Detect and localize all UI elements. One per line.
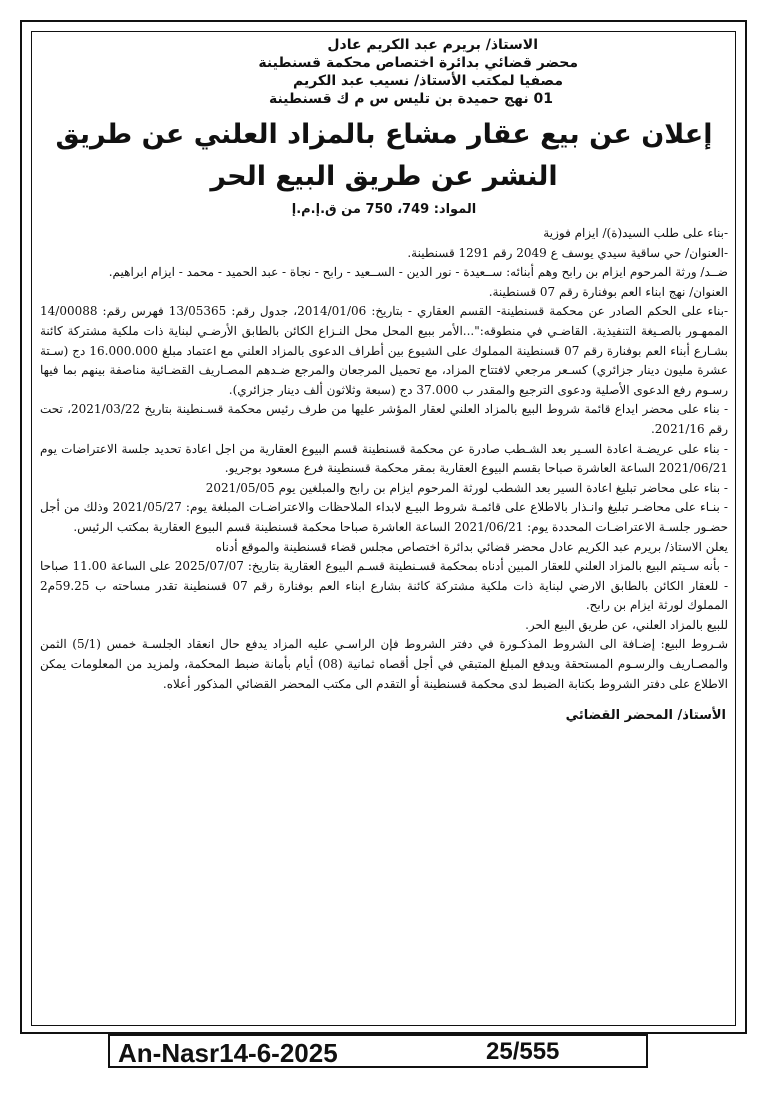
announcement-title: إعلان عن بيع عقار مشاع بالمزاد العلني عن طريق النشر عن طريق البيع الحر: [55, 119, 713, 192]
paragraph: -العنوان/ حي ساقية سيدي يوسف ع 2049 رقم 1291 قسنطينة.: [407, 245, 728, 260]
announcement-number: 25/555: [486, 1038, 560, 1065]
paragraph: - بناء على عريضـة اعادة السـير بعد الشـطب صادرة عن محكمة قسنطينة قسم البيوع العقارية من اجل اعادة تحديد جلسة الاعتراضات يوم 2021/06/21 الساعة العاشرة صباحا بقسم البيوع العقارية بمقر محكمة قسنطينة فرع مسعود بوجريو.: [40, 441, 728, 476]
paragraph: - بناء على محضر ايداع قائمة شروط البيع بالمزاد العلني لعقار المؤشر عليها من طرف رئيس محكمة قسـنطينة بتاريخ 2021/03/22، تحت رقم 2021/16.: [40, 402, 728, 436]
publication-footer: [108, 1034, 648, 1068]
signature: الأستاذ/ المحضر القضائي: [565, 708, 726, 724]
legal-articles: المواد: 749، 750 من ق.إ.م.إ: [291, 202, 477, 217]
announcement: [40, 36, 728, 723]
bailiff-name: الاستاذ/ بريرم عبد الكريم عادل: [327, 37, 538, 53]
publication-date: An-Nasr14-6-2025: [118, 1038, 338, 1068]
paragraph: للبيع بالمزاد العلني، عن طريق البيع الحر.: [525, 617, 728, 632]
office-address: 01 نهج حميدة بن تليس س م ك قسنطينة: [268, 91, 553, 107]
paragraph: -بناء على طلب السيد(ة)/ ايزام فوزية: [543, 226, 728, 240]
bailiff-title: محضر قضائي بدائرة اختصاص محكمة قسنطينة: [258, 55, 578, 71]
paragraph: - بنـاء على محاضـر تبليغ وانـذار بالاطلاع على قائمـة شروط البيـع لابداء الملاحظات والاعتراضـات المبلغة يوم: 2021/05/27 وذلك من أجل حضـور جلسـة الاعتراضـات المحددة يوم: 2021/06/21 الساعة العاشرة صباحا محكمة قسنطينة قسم البيوع العقارية بمكتب الرئيس.: [40, 500, 728, 534]
paragraph: -بناء على الحكم الصادر عن محكمة قسنطينة- القسم العقاري - بتاريخ: 2014/01/06، جدول رقم: 13/05365 فهرس رقم: 14/00088 الممهـور بالصـيغة التنفيذية. القاضـي في منطوقه:"...الأمر ببيع المحل محل النـزاع الكائن بالطابق الأرضـي لبناية ذات ملكية مشتركة كائنة بشـارع أبناء العم بوفنارة رقم 07 قسنطينة المملوك على الشيوع بين أطراف الدعوى بالمزاد العلني مع اعتماد مبلغ 16.000.000 دج (سـتة عشرة مليون دينار جزائري) كسـعر مرجعي لافتتاح المزاد، مع تحميل المرجعان والمرجع ضـدهم المصـاريف القضـائية مناصفة بينهم بما فيها رسـوم رفع الدعوى الأصلية ودعوى الترجيع والمقدر ب 37.000 دج (سبعة وثلاثون ألف دينار جزائري).: [40, 304, 728, 397]
liquidator-line: مصفيا لمكتب الأستاذ/ نسيب عبد الكريم: [292, 73, 563, 89]
paragraph: يعلن الاستاذ/ بريرم عبد الكريم عادل محضر قضائي بدائرة اختصاص مجلس قضاء قسنطينة والموقع أدناه: [215, 539, 728, 554]
paragraph: العنوان/ نهج ابناء العم بوفنارة رقم 07 قسنطينة.: [488, 284, 728, 299]
paragraph: - بناء على محاضر تبليغ اعادة السير بعد الشطب لورثة المرحوم ايزام بن رابح والمبلغين يوم 2021/05/05: [205, 480, 728, 495]
paragraph: شـروط البيع: إضـافة الى الشروط المذكـورة في دفتر الشروط فإن الراسـي عليه المزاد يدفع حال انعقاد الجلسـة خمس (5/1) الثمن والمصـاريف والرسـوم المستحقة ويدفع المبلغ المتبقي في أجل أقصاه ثمانية (08) أيام بأمانة ضبط المحكمة، ولمزيد من المعلومات يمكن الاطلاع على دفتر الشروط بكتابة الضبط لدى محكمة قسنطينة أو التقدم الى مكتب المحضر القضائي المذكور أعلاه.: [40, 637, 729, 691]
paragraph: ضــد/ ورثة المرحوم ايزام بن رابح وهم أبنائه: ســعيدة - نور الدين - الســعيد - رابح - نجاة - عبد الحميد - محمد - ايزام ابراهيم.: [108, 265, 728, 280]
paragraph: - بأنه سـيتم البيع بالمزاد العلني للعقار المبين أدناه بمحكمة قسـنطينة قسـم البيوع العقارية بتاريخ: 2025/07/07 على الساعة 11.00 صباحا - للعقار الكائن بالطابق الارضي لبناية ذات ملكية مشتركة كائنة بشارع ابناء العم بوفنارة رقم 07 قسنطينة تقدر مساحته ب 59.25م2 المملوك لورثة ايزام بن رابح.: [40, 559, 728, 613]
announcement-body: [40, 224, 728, 694]
